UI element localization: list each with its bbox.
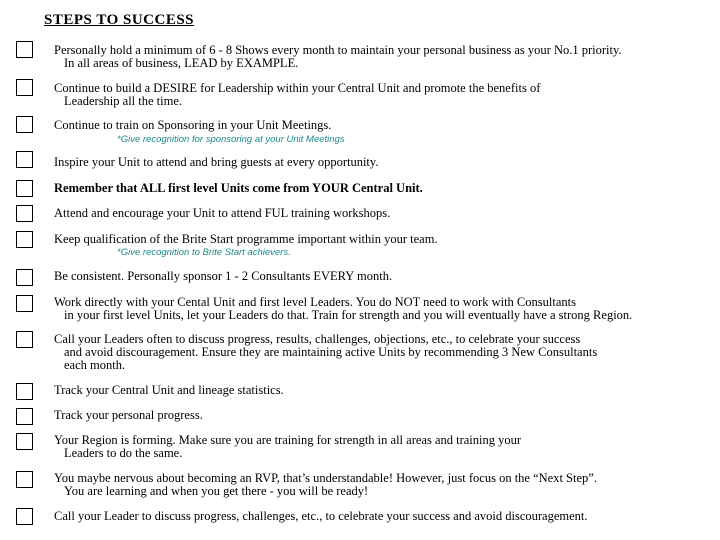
step-line: Remember that ALL first level Units come from YOUR Central Unit. [54,181,423,195]
step-checkbox[interactable] [16,508,33,525]
step-line: Personally hold a minimum of 6 - 8 Shows every month to maintain your personal business as your No.1 priority. [54,43,622,57]
step-line: Leaders to do the same. [64,446,183,460]
step-line: and avoid discouragement. Ensure they are maintaining active Units by recommending 3 New Consultants [64,345,598,359]
step-line: in your first level Units, let your Leaders do that. Train for strength and you will eventually have a strong Region. [64,308,633,322]
step-text [54,119,714,132]
step-note: *Give recognition to Brite Start achievers. [117,247,291,258]
step-checkbox[interactable] [16,331,33,348]
step-checkbox[interactable] [16,231,33,248]
step-text [54,182,714,195]
step-line: Keep qualification of the Brite Start programme important within your team. [54,232,438,246]
step-line: Call your Leader to discuss progress, challenges, etc., to celebrate your success and avoid discouragement. [54,509,588,523]
step-text [54,409,714,422]
step-checkbox[interactable] [16,116,33,133]
step-checkbox[interactable] [16,383,33,400]
step-checkbox[interactable] [16,41,33,58]
step-line: Attend and encourage your Unit to attend FUL training workshops. [54,206,391,220]
step-line: Call your Leaders often to discuss progress, results, challenges, objections, etc., to celebrate your success [54,332,581,346]
step-note: *Give recognition for sponsoring at your Unit Meetings [117,134,345,145]
step-text [54,233,714,246]
step-text [54,434,714,460]
step-checkbox[interactable] [16,471,33,488]
step-line: Your Region is forming. Make sure you are training for strength in all areas and training your [54,433,522,447]
step-line: You maybe nervous about becoming an RVP, that’s understandable! However, just focus on the “Next Step”. [54,471,597,485]
step-checkbox[interactable] [16,180,33,197]
step-line: In all areas of business, LEAD by EXAMPLE. [64,56,299,70]
step-text [54,82,714,108]
step-text [54,296,714,322]
step-text [54,384,714,397]
step-line: You are learning and when you get there - you will be ready! [64,484,369,498]
step-line: Be consistent. Personally sponsor 1 - 2 Consultants EVERY month. [54,269,393,283]
step-text [54,333,714,372]
step-text [54,472,714,498]
step-checkbox[interactable] [16,295,33,312]
step-line: Leadership all the time. [64,94,183,108]
step-line: Work directly with your Cental Unit and first level Leaders. You do NOT need to work with Consultants [54,295,576,309]
step-checkbox[interactable] [16,151,33,168]
step-line: Inspire your Unit to attend and bring guests at every opportunity. [54,155,379,169]
step-line: Continue to build a DESIRE for Leadership within your Central Unit and promote the benefits of [54,81,541,95]
step-line: Track your personal progress. [54,408,203,422]
step-text [54,207,714,220]
step-text [54,44,714,70]
step-line: each month. [64,358,126,372]
step-checkbox[interactable] [16,79,33,96]
step-text [54,270,714,283]
step-checkbox[interactable] [16,408,33,425]
step-checkbox[interactable] [16,269,33,286]
step-text [54,156,714,169]
step-checkbox[interactable] [16,205,33,222]
step-checkbox[interactable] [16,433,33,450]
step-text [54,510,714,523]
page-title: STEPS TO SUCCESS [44,12,195,28]
step-line: Track your Central Unit and lineage statistics. [54,383,284,397]
step-line: Continue to train on Sponsoring in your Unit Meetings. [54,118,332,132]
